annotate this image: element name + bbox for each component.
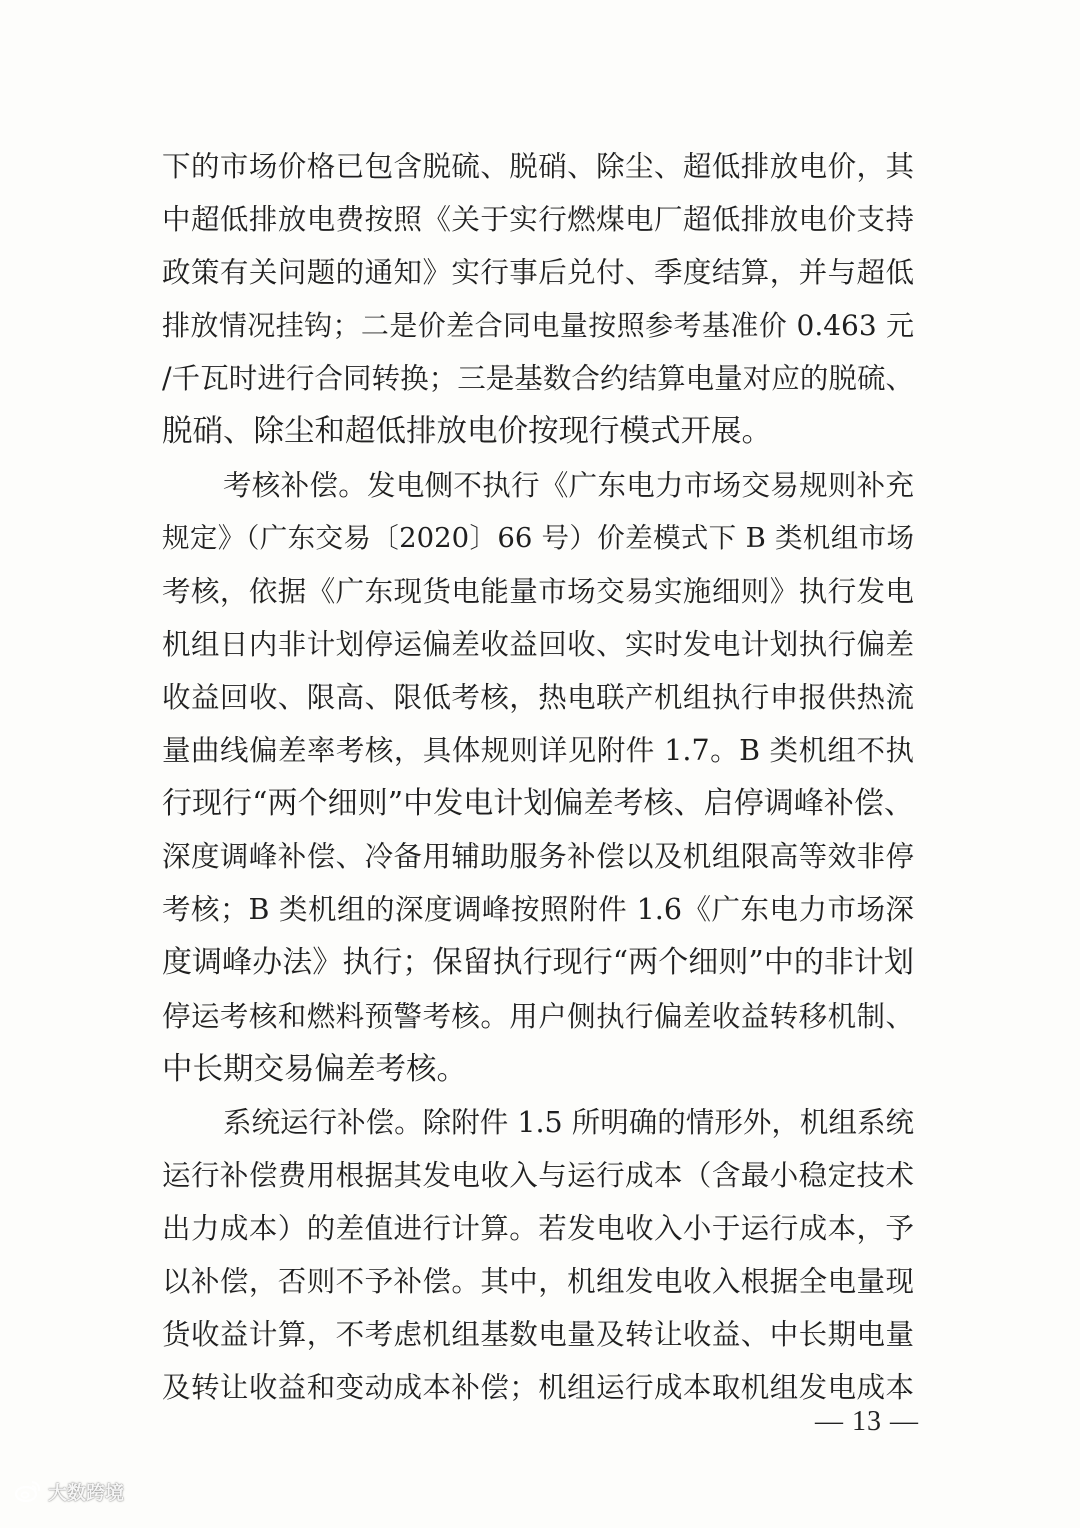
text-line: 收益回收、限高、限低考核，热电联产机组执行申报供热流 — [162, 680, 914, 714]
text-line: 脱硝、除尘和超低排放电价按现行模式开展。 — [162, 414, 772, 450]
watermark-text: 大数跨境 — [48, 1481, 125, 1504]
text-line: 规定》（广东交易〔2020〕66 号）价差模式下 B 类机组市场 — [162, 521, 914, 554]
text-line: 度调峰办法》执行；保留执行现行“两个细则”中的非计划 — [162, 945, 914, 981]
text-line: 深度调峰补偿、冷备用辅助服务补偿以及机组限高等效非停 — [162, 840, 914, 874]
text-line: /千瓦时进行合同转换；三是基数合约结算电量对应的脱硫、 — [162, 362, 914, 396]
page-number: — 13 — — [815, 1406, 919, 1437]
text-line: 中长期交易偏差考核。 — [162, 1051, 467, 1087]
text-line: 停运考核和燃料预警考核。用户侧执行偏差收益转移机制、 — [162, 999, 914, 1033]
text-line: 行现行“两个细则”中发电计划偏差考核、启停调峰补偿、 — [162, 786, 914, 822]
text-line: 下的市场价格已包含脱硫、脱硝、除尘、超低排放电价，其 — [162, 150, 914, 183]
text-line: 出力成本）的差值进行计算。若发电收入小于运行成本，予 — [162, 1211, 914, 1245]
text-line: 机组日内非计划停运偏差收益回收、实时发电计划执行偏差 — [162, 627, 914, 661]
text-line: 及转让收益和变动成本补偿；机组运行成本取机组发电成本 — [162, 1371, 914, 1405]
weibo-logo-icon — [14, 1479, 42, 1503]
text-line: 考核，依据《广东现货电能量市场交易实施细则》执行发电 — [162, 574, 914, 608]
body-text — [162, 140, 914, 1414]
text-line: 中超低排放电费按照《关于实行燃煤电厂超低排放电价支持 — [162, 203, 914, 237]
text-line: 考核补偿。发电侧不执行《广东电力市场交易规则补充 — [223, 468, 914, 502]
text-line: 排放情况挂钩；二是价差合同电量按照参考基准价 0.463 元 — [162, 309, 914, 343]
text-line: 考核；B 类机组的深度调峰按照附件 1.6《广东电力市场深 — [162, 893, 914, 927]
text-line: 量曲线偏差率考核，具体规则详见附件 1.7。B 类机组不执 — [162, 734, 914, 768]
text-line: 系统运行补偿。除附件 1.5 所明确的情形外，机组系统 — [223, 1105, 914, 1139]
text-line: 运行补偿费用根据其发电收入与运行成本（含最小稳定技术 — [162, 1158, 914, 1192]
watermark — [14, 1476, 124, 1506]
text-line: 政策有关问题的通知》实行事后兑付、季度结算，并与超低 — [162, 256, 914, 290]
text-line: 以补偿，否则不予补偿。其中，机组发电收入根据全电量现 — [162, 1264, 914, 1298]
text-line: 货收益计算，不考虑机组基数电量及转让收益、中长期电量 — [162, 1318, 914, 1352]
